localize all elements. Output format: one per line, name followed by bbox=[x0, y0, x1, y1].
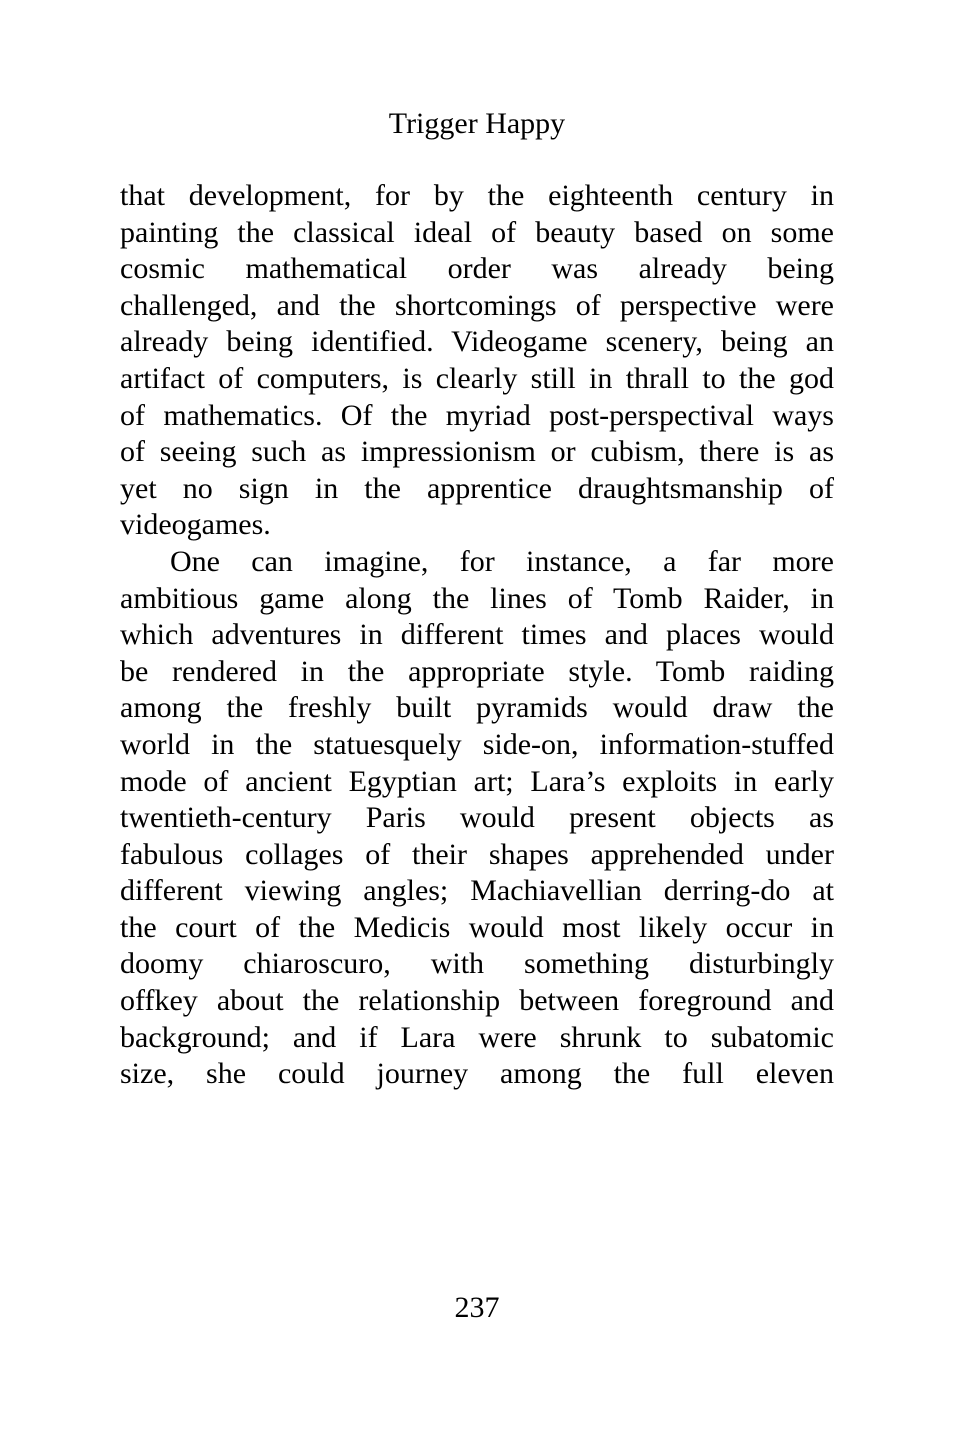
text-line: painting the classical ideal of beauty based on some bbox=[120, 215, 834, 249]
body-text bbox=[120, 178, 834, 1093]
text-line: doomy chiaroscuro, with something disturbingly bbox=[120, 947, 834, 981]
text-line: videogames. bbox=[120, 508, 271, 542]
text-line: cosmic mathematical order was already being bbox=[120, 252, 834, 286]
paragraph-2 bbox=[120, 544, 834, 1093]
text-line: One can imagine, for instance, a far more bbox=[170, 544, 834, 578]
text-line: twentieth-century Paris would present objects as bbox=[120, 801, 834, 835]
text-line: mode of ancient Egyptian art; Lara’s exploits in early bbox=[120, 764, 834, 798]
text-line: challenged, and the shortcomings of perspective were bbox=[120, 288, 834, 322]
text-line: among the freshly built pyramids would draw the bbox=[120, 691, 834, 725]
text-line: the court of the Medicis would most likely occur in bbox=[120, 910, 834, 944]
text-line: which adventures in different times and places would bbox=[120, 618, 834, 652]
text-line: size, she could journey among the full eleven bbox=[120, 1057, 834, 1091]
text-line: world in the statuesquely side-on, information-stuffed bbox=[120, 727, 834, 761]
text-line: of seeing such as impressionism or cubism, there is as bbox=[120, 435, 834, 469]
text-line: that development, for by the eighteenth century in bbox=[120, 179, 834, 212]
text-line: ambitious game along the lines of Tomb Raider, in bbox=[120, 581, 834, 615]
running-head-title: Trigger Happy bbox=[388, 107, 566, 140]
text-line: be rendered in the appropriate style. Tomb raiding bbox=[120, 654, 834, 688]
text-line: background; and if Lara were shrunk to subatomic bbox=[120, 1020, 834, 1054]
text-line: yet no sign in the apprentice draughtsmanship of bbox=[120, 471, 834, 505]
text-line: different viewing angles; Machiavellian derring-do at bbox=[120, 874, 834, 908]
text-line: already being identified. Videogame scenery, being an bbox=[120, 325, 834, 359]
page-number: 237 bbox=[454, 1291, 500, 1324]
text-line: offkey about the relationship between foreground and bbox=[120, 984, 834, 1018]
text-line: artifact of computers, is clearly still in thrall to the god bbox=[120, 361, 834, 395]
paragraph-1 bbox=[120, 178, 834, 544]
text-line: of mathematics. Of the myriad post-perspectival ways bbox=[120, 398, 834, 432]
text-line: fabulous collages of their shapes apprehended under bbox=[120, 837, 834, 871]
